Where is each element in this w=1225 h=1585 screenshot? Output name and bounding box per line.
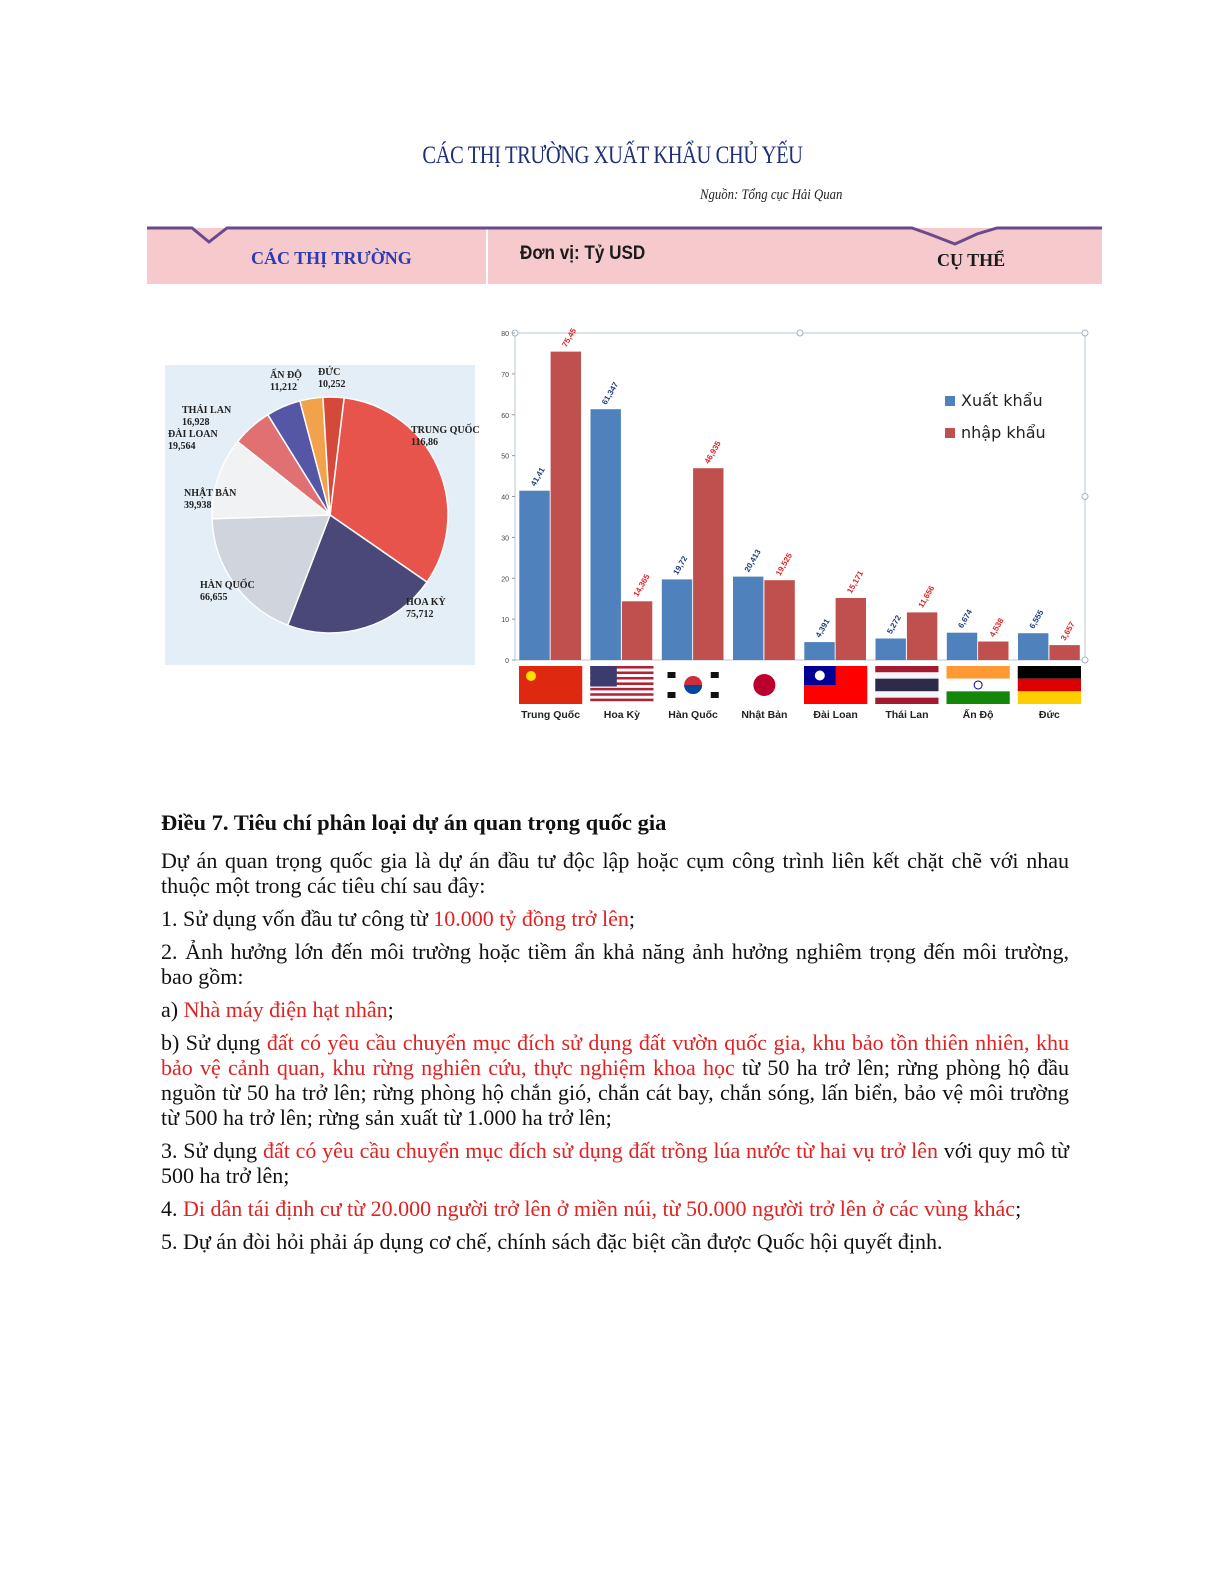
legend-label-xuat-khau: Xuất khẩu [961, 391, 1043, 410]
bar-nhap-khau-trung-quoc [551, 352, 581, 660]
flag-han-quoc [662, 666, 725, 704]
legend-label-nhap-khau: nhập khẩu [961, 423, 1046, 442]
frame-handle [1082, 330, 1088, 336]
legend-swatch-xuat-khau [945, 396, 955, 406]
pie-label-value: 116,86 [411, 437, 438, 448]
article [161, 808, 1069, 1262]
y-tick-label: 80 [501, 331, 509, 338]
article-heading: Điều 7. Tiêu chí phân loại dự án quan trọng quốc gia [161, 810, 667, 835]
data-label-nhap-khau-duc: 3,657 [1058, 620, 1077, 643]
data-label-nhap-khau-thai-lan: 11,656 [916, 584, 937, 610]
flag-duc [1018, 666, 1081, 704]
bar-xuat-khau-han-quoc [662, 579, 692, 660]
pie-label-thai-lan [182, 405, 231, 429]
band-right-label: CỤ THỂ [937, 250, 1006, 270]
pie-label-name: THÁI LAN [182, 405, 232, 416]
pie-label-name: ĐỨC [318, 367, 341, 378]
category-label-han-quoc: Hàn Quốc [668, 709, 718, 721]
flag-an-do [947, 666, 1010, 704]
legend-swatch-nhap-khau [945, 428, 955, 438]
criterion-3: 3. Sử dụng đất có yêu cầu chuyển mục đích sử dụng đất trồng lúa nước từ hai vụ trở lên với quy mô từ 500 ha trở lên; [161, 1138, 1069, 1188]
bar-xuat-khau-thai-lan [876, 639, 906, 661]
flag-dai-loan [804, 666, 867, 704]
pie-label-an-do [270, 370, 302, 394]
pie-label-name: ẤN ĐỘ [270, 370, 302, 381]
y-tick-label: 10 [501, 617, 509, 625]
pie-label-duc [318, 367, 346, 391]
criterion-2: 2. Ảnh hưởng lớn đến môi trường hoặc tiềm ẩn khả năng ảnh hưởng nghiêm trọng đến môi trường, bao gồm: [161, 939, 1069, 989]
frame-handle [1082, 494, 1088, 500]
data-label-xuat-khau-dai-loan: 4,391 [813, 617, 832, 640]
pie-label-name: TRUNG QUỐC [411, 425, 480, 436]
criterion-2a: a) Nhà máy điện hạt nhân; [161, 997, 394, 1022]
y-tick-label: 40 [501, 494, 509, 502]
data-label-nhap-khau-nhat-ban: 19,525 [774, 551, 795, 578]
bar-nhap-khau-nhat-ban [764, 580, 794, 660]
category-label-hoa-ky: Hoa Kỳ [603, 709, 640, 721]
bar-nhap-khau-han-quoc [693, 468, 723, 660]
y-tick-label: 30 [501, 535, 509, 543]
pie-label-value: 66,655 [200, 592, 228, 603]
bar-xuat-khau-an-do [947, 633, 977, 660]
flag-thai-lan [875, 666, 938, 704]
data-label-nhap-khau-an-do: 4,538 [987, 616, 1006, 639]
pie-label-value: 11,212 [270, 382, 297, 393]
pie-label-value: 16,928 [182, 417, 210, 428]
data-label-nhap-khau-dai-loan: 15,171 [845, 569, 866, 595]
band-left-label: CÁC THỊ TRƯỜNG [251, 248, 412, 268]
bar-nhap-khau-an-do [978, 642, 1008, 661]
criterion-5: 5. Dự án đòi hỏi phải áp dụng cơ chế, chính sách đặc biệt cần được Quốc hội quyết định. [161, 1229, 943, 1254]
criterion-1: 1. Sử dụng vốn đầu tư công từ 10.000 tỷ đồng trở lên; [161, 906, 635, 931]
bar-xuat-khau-nhat-ban [733, 577, 763, 660]
bar-xuat-khau-dai-loan [804, 642, 834, 660]
y-tick-label: 50 [501, 453, 509, 461]
category-label-an-do: Ấn Độ [962, 709, 994, 721]
category-label-dai-loan: Đài Loan [813, 709, 858, 721]
pie-label-dai-loan [168, 429, 218, 453]
category-label-thai-lan: Thái Lan [885, 709, 929, 721]
data-label-xuat-khau-an-do: 6,674 [956, 607, 975, 630]
infographic-title: CÁC THỊ TRƯỜNG XUẤT KHẨU CHỦ YẾU [422, 142, 803, 169]
bar-xuat-khau-hoa-ky [591, 409, 621, 660]
category-label-duc: Đức [1038, 709, 1060, 721]
pie-chart-panel [160, 355, 480, 665]
y-tick-label: 0 [505, 658, 509, 665]
pie-label-name: HÀN QUỐC [200, 580, 255, 591]
pie-label-hoa-ky [406, 597, 446, 621]
pie-label-value: 39,938 [184, 500, 212, 511]
bar-xuat-khau-duc [1018, 633, 1048, 660]
data-label-xuat-khau-nhat-ban: 20,413 [742, 547, 763, 574]
flag-trung-quoc [519, 666, 582, 704]
flag-nhat-ban [733, 666, 796, 704]
data-label-nhap-khau-hoa-ky: 14,365 [631, 572, 652, 599]
criterion-2b: b) Sử dụng đất có yêu cầu chuyển mục đích sử dụng đất vườn quốc gia, khu bảo tồn thiên nhiên, khu bảo vệ cảnh quan, khu rừng nghiên cứu, thực nghiệm khoa học từ 50 ha trở lên; rừng phòng hộ đầu nguồn từ 50 ha trở lên; rừng phòng hộ chắn gió, chắn cát bay, chắn sóng, lấn biển, bảo vệ môi trường từ 500 ha trở lên; rừng sản xuất từ 1.000 ha trở lên; [161, 1030, 1069, 1130]
data-label-nhap-khau-trung-quoc: 75,45 [560, 326, 579, 349]
data-label-xuat-khau-han-quoc: 19,72 [671, 554, 690, 577]
bar-nhap-khau-thai-lan [907, 612, 937, 660]
band-unit-label: Đơn vị: Tỷ USD [520, 243, 646, 264]
source-note: Nguồn: Tổng cục Hải Quan [700, 187, 843, 203]
y-tick-label: 20 [501, 576, 509, 584]
pie-label-han-quoc [200, 580, 255, 604]
bar-nhap-khau-duc [1049, 645, 1079, 660]
bar-nhap-khau-dai-loan [836, 598, 866, 660]
pie-label-value: 10,252 [318, 379, 346, 390]
pie-label-trung-quoc [411, 425, 480, 449]
data-label-xuat-khau-duc: 6,555 [1027, 608, 1046, 631]
frame-handle [1082, 657, 1088, 663]
pie-label-name: NHẬT BẢN [184, 488, 237, 499]
data-label-xuat-khau-trung-quoc: 41,41 [528, 465, 547, 488]
pie-label-nhat-ban [184, 488, 236, 512]
flag-hoa-ky [590, 666, 653, 704]
category-label-trung-quoc: Trung Quốc [521, 709, 581, 721]
data-label-xuat-khau-hoa-ky: 61,347 [600, 380, 621, 407]
criterion-4: 4. Di dân tái định cư từ 20.000 người trở lên ở miền núi, từ 50.000 người trở lên ở các vùng khác; [161, 1196, 1022, 1221]
data-label-xuat-khau-thai-lan: 5,272 [885, 613, 903, 636]
bar-chart-panel [490, 320, 1105, 735]
y-tick-label: 70 [501, 371, 509, 379]
y-tick-label: 60 [501, 412, 509, 420]
article-intro: Dự án quan trọng quốc gia là dự án đầu tư độc lập hoặc cụm công trình liên kết chặt chẽ với nhau thuộc một trong các tiêu chí sau đây: [161, 848, 1069, 898]
pie-label-name: HOA KỲ [406, 597, 446, 608]
frame-handle [797, 330, 803, 336]
pie-label-value: 19,564 [168, 441, 196, 452]
pie-label-value: 75,712 [406, 609, 434, 620]
bar-chart [490, 320, 1105, 735]
category-label-nhat-ban: Nhật Bản [741, 709, 788, 721]
bar-nhap-khau-hoa-ky [622, 601, 652, 660]
bar-xuat-khau-trung-quoc [519, 491, 549, 660]
data-label-nhap-khau-han-quoc: 46,935 [702, 439, 723, 466]
pie-label-name: ĐÀI LOAN [168, 429, 218, 440]
